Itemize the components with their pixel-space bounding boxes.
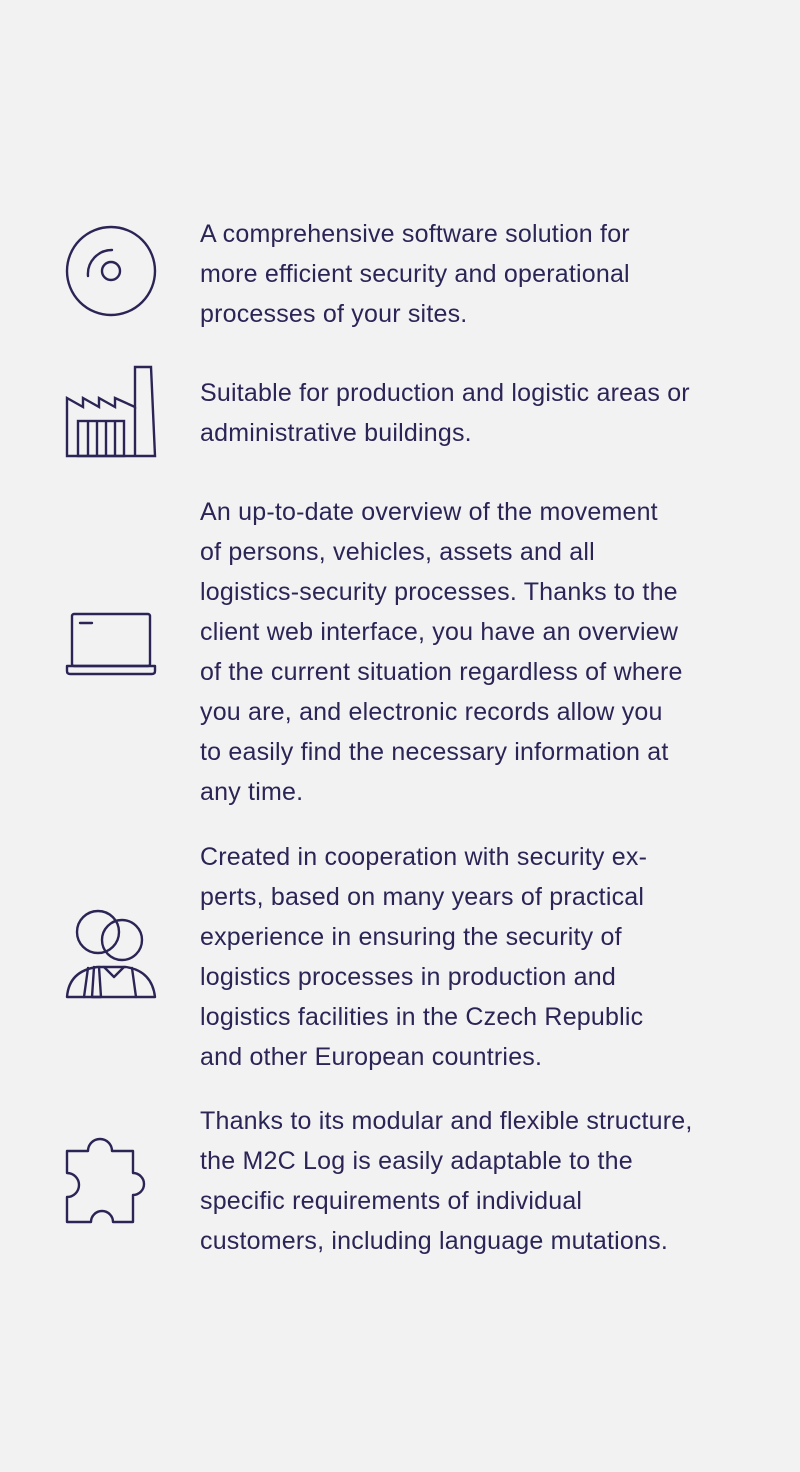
feature-text-modular: Thanks to its modular and flexible structure, the M2C Log is easily adaptable to the specific requirements of individual customers, including language mutations. xyxy=(200,1107,693,1255)
laptop-icon xyxy=(64,600,158,694)
feature-text-experts: Created in cooperation with security ex- perts, based on many years of practical experience in ensuring the security of logistics processes in production and logistics facilities in the Czech Republic and other European countries. xyxy=(200,843,648,1071)
people-icon xyxy=(64,905,158,999)
puzzle-icon xyxy=(64,1133,158,1227)
disc-icon xyxy=(64,224,158,318)
feature-text-overview: An up-to-date overview of the movement of persons, vehicles, assets and all logistics-security processes. Thanks to the client web interface, you have an overview of the current situation regardless of where you are, and electronic records allow you to easily find the necessary information at any time. xyxy=(200,498,683,806)
feature-text-software: A comprehensive software solution for more efficient security and operational processes of your sites. xyxy=(200,220,630,328)
feature-text-areas: Suitable for production and logistic areas or administrative buildings. xyxy=(200,379,690,447)
factory-icon xyxy=(64,365,158,459)
